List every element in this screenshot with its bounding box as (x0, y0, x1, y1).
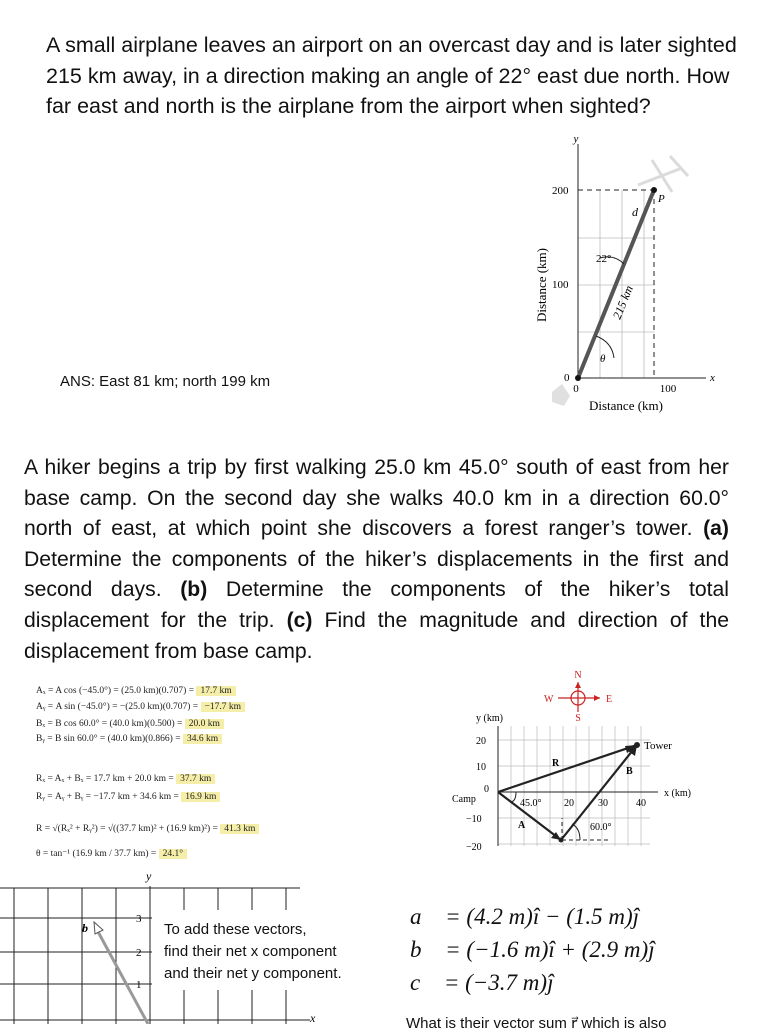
point-p (651, 187, 657, 193)
equation-line: Bₓ = B cos 60.0° = (40.0 km)(0.500) = 20.0 km (36, 719, 224, 729)
compass-w: W (544, 694, 554, 705)
camp-label: Camp (452, 794, 476, 805)
problem1-answer: ANS: East 81 km; north 199 km (60, 373, 271, 390)
origin-point (575, 375, 581, 381)
problem2-intro: A hiker begins a trip by first walking 25.0 km 45.0° south of east from her base camp. On the second day she walks 40.0 km in a direction 60.0° north of east, at which point she discovers a forest ranger’s tower. (24, 456, 729, 541)
problem1-text: A small airplane leaves an airport on an overcast day and is later sighted 215 km away, in a direction making an angle of 22° east due north. How far east and north is the airplane from the airport when sighted? (46, 33, 737, 119)
vector-b-label: B (626, 766, 633, 777)
axis-y-label: y (146, 870, 152, 883)
equation-line: R = √(Rₓ² + Rᵧ²) = √((37.7 km)² + (16.9 km)²) = 41.3 km (36, 824, 259, 834)
part-a-text: Determine the components of the hiker’s displacements in the first and second days. (24, 547, 729, 602)
tick-0-x: 0 (573, 383, 579, 395)
equation-line: Rₓ = Aₓ + Bₓ = 17.7 km + 20.0 km = 37.7 km (36, 774, 215, 784)
equation-line: Aᵧ = A sin (−45.0°) = −(25.0 km)(0.707) = −17.7 km (36, 702, 245, 712)
note-line: and their net y component. (164, 965, 342, 982)
turn-point (559, 838, 564, 843)
tick-2: 2 (136, 947, 142, 959)
equation-a: a⃗ = (4.2 m)î − (1.5 m)ĵ (410, 904, 640, 929)
axis-y-label: y (573, 133, 579, 145)
axis-x-label: x (710, 372, 715, 384)
axis-x-label: x (310, 1011, 316, 1024)
angle-45-label: 45.0° (520, 798, 542, 809)
note-line: To add these vectors, (164, 921, 307, 938)
airport-icon (552, 384, 570, 406)
vector-r-label: R (552, 758, 560, 769)
part-c-text: Find the magnitude and direction of the displacement from base camp. (24, 608, 730, 663)
x-tick-30: 30 (598, 798, 608, 809)
part-b-text: Determine the components of the hiker’s total displacement for the trip. (24, 578, 730, 632)
vector-equations (410, 900, 655, 999)
vector-b-label: b (82, 921, 88, 935)
equation-line: Aₓ = A cos (−45.0°) = (25.0 km)(0.707) = 17.7 km (36, 686, 236, 696)
tick-1: 1 (136, 979, 142, 991)
compass-e: E (606, 694, 613, 705)
part-a-label: (a) (703, 517, 729, 541)
equation-line: Bᵧ = B sin 60.0° = (40.0 km)(0.866) = 34.6 km (36, 734, 222, 744)
y-tick-10: 10 (476, 762, 486, 773)
part-b-label: (b) (180, 578, 208, 602)
y-tick-20: 20 (476, 736, 486, 747)
equation-b: b⃗ = (−1.6 m)î + (2.9 m)ĵ (410, 937, 655, 962)
compass-s: S (575, 713, 581, 724)
y-axis-title: Distance (km) (534, 247, 549, 323)
vector-a-label: A (518, 820, 526, 831)
airplane-figure (520, 130, 740, 425)
tick-100-x: 100 (659, 383, 677, 395)
tower-label: Tower (644, 740, 672, 752)
angle-theta-label: θ (600, 353, 606, 365)
tower-point (634, 742, 640, 748)
vector-d (578, 190, 654, 378)
airplane-icon (638, 156, 688, 192)
x-tick-40: 40 (636, 798, 646, 809)
part-c-label: (c) (286, 608, 313, 632)
angle-22-label: 22° (596, 253, 612, 265)
vector-r (498, 745, 637, 792)
y-tick-0: 0 (484, 784, 489, 795)
tick-0-y: 0 (564, 372, 570, 384)
y-tick-neg20: −20 (466, 842, 482, 853)
compass-n: N (574, 670, 582, 681)
y-tick-neg10: −10 (466, 814, 482, 825)
tick-200: 200 (552, 185, 569, 197)
vector-note (164, 919, 342, 985)
tick-100-y: 100 (552, 279, 569, 291)
x-axis-label: x (km) (664, 788, 691, 799)
hiker-figure (440, 668, 720, 868)
equation-c: c⃗ = (−3.7 m)ĵ (410, 970, 554, 995)
length-label: 215 km (609, 283, 636, 322)
equation-line: θ = tan⁻¹ (16.9 km / 37.7 km) = 24.1° (36, 848, 187, 859)
equation-line: Rᵧ = Aᵧ + Bᵧ = −17.7 km + 34.6 km = 16.9 km (36, 792, 220, 802)
note-line: find their net x component (164, 943, 337, 960)
vector-b-arrow (94, 922, 148, 1024)
point-p-label: P (658, 193, 665, 205)
compass-icon (558, 682, 600, 712)
x-axis-title: Distance (km) (588, 398, 664, 413)
vector-d-label: d (632, 205, 638, 219)
problem2-text (24, 453, 729, 667)
y-axis-label: y (km) (476, 713, 503, 724)
angle-60-label: 60.0° (590, 822, 612, 833)
cut-off-question: What is their vector sum r⃗ which is also (406, 1015, 667, 1032)
tick-3: 3 (136, 913, 142, 925)
x-tick-20: 20 (564, 798, 574, 809)
